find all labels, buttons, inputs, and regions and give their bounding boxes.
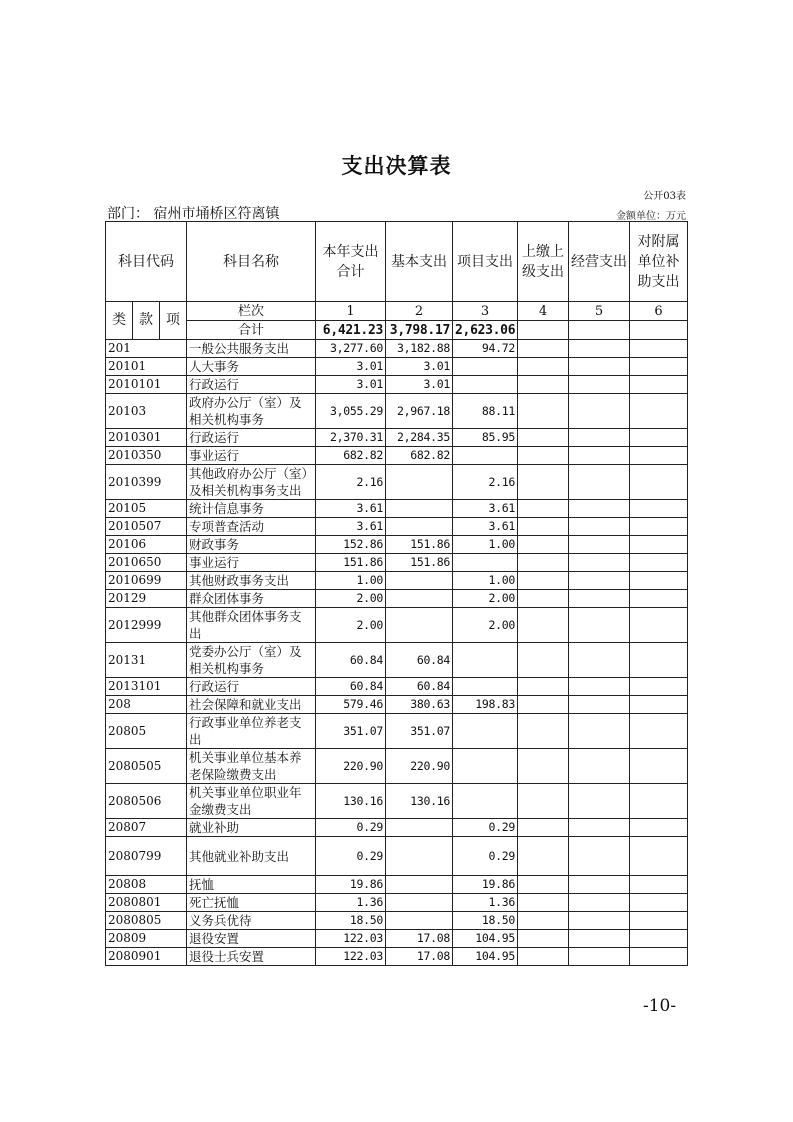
row-name: 就业补助	[187, 819, 316, 837]
page-number: -10-	[643, 996, 677, 1016]
row-code: 20129	[106, 590, 187, 608]
table-row	[106, 749, 688, 784]
table-row	[106, 447, 688, 465]
row-total: 2.00	[316, 590, 386, 608]
row-name: 专项普查活动	[187, 518, 316, 536]
row-project	[453, 554, 518, 572]
row-basic: 2,284.35	[386, 429, 453, 447]
row-subsidy	[630, 429, 688, 447]
row-business	[569, 819, 630, 837]
row-project: 88.11	[453, 394, 518, 429]
table-row	[106, 429, 688, 447]
row-name: 退役士兵安置	[187, 948, 316, 966]
row-business	[569, 394, 630, 429]
row-total: 60.84	[316, 678, 386, 696]
row-upper	[518, 894, 569, 912]
row-project: 3.61	[453, 518, 518, 536]
row-code: 20805	[106, 714, 187, 749]
row-project: 85.95	[453, 429, 518, 447]
row-upper	[518, 876, 569, 894]
row-subsidy	[630, 819, 688, 837]
header-basic: 基本支出	[386, 222, 453, 302]
row-total: 1.36	[316, 894, 386, 912]
row-basic	[386, 876, 453, 894]
row-business	[569, 696, 630, 714]
row-basic	[386, 518, 453, 536]
row-basic	[386, 500, 453, 518]
row-project	[453, 714, 518, 749]
row-code: 201	[106, 340, 187, 358]
row-project	[453, 376, 518, 394]
row-basic: 17.08	[386, 948, 453, 966]
row-project: 18.50	[453, 912, 518, 930]
row-business	[569, 784, 630, 819]
row-basic	[386, 837, 453, 876]
sum-label: 合计	[187, 321, 316, 340]
row-basic: 351.07	[386, 714, 453, 749]
row-basic	[386, 912, 453, 930]
row-project: 198.83	[453, 696, 518, 714]
column-index-row	[106, 302, 688, 321]
table-row	[106, 590, 688, 608]
row-business	[569, 837, 630, 876]
table-row	[106, 465, 688, 500]
row-code: 2013101	[106, 678, 187, 696]
header-subsidy: 对附属单位补助支出	[630, 222, 688, 302]
table-row	[106, 572, 688, 590]
row-upper	[518, 465, 569, 500]
row-name: 行政运行	[187, 376, 316, 394]
row-upper	[518, 376, 569, 394]
row-code: 2010350	[106, 447, 187, 465]
header-name: 科目名称	[187, 222, 316, 302]
row-total: 3,055.29	[316, 394, 386, 429]
row-basic	[386, 819, 453, 837]
row-business	[569, 554, 630, 572]
row-total: 60.84	[316, 643, 386, 678]
row-project	[453, 447, 518, 465]
row-name: 统计信息事务	[187, 500, 316, 518]
header-xiang: 项	[160, 302, 187, 340]
row-business	[569, 465, 630, 500]
table-row	[106, 912, 688, 930]
row-upper	[518, 429, 569, 447]
row-basic: 17.08	[386, 930, 453, 948]
row-project: 94.72	[453, 340, 518, 358]
row-subsidy	[630, 590, 688, 608]
row-upper	[518, 608, 569, 643]
row-business	[569, 948, 630, 966]
department-label: 部门：	[107, 206, 149, 222]
table-row	[106, 500, 688, 518]
row-code: 2012999	[106, 608, 187, 643]
row-project: 1.36	[453, 894, 518, 912]
row-name: 机关事业单位职业年金缴费支出	[187, 784, 316, 819]
row-name: 行政运行	[187, 678, 316, 696]
row-total: 18.50	[316, 912, 386, 930]
row-project: 2.00	[453, 608, 518, 643]
row-name: 行政事业单位养老支出	[187, 714, 316, 749]
row-basic: 682.82	[386, 447, 453, 465]
sum-business	[569, 321, 630, 340]
row-business	[569, 876, 630, 894]
row-project: 104.95	[453, 948, 518, 966]
row-name: 群众团体事务	[187, 590, 316, 608]
row-business	[569, 358, 630, 376]
row-project: 3.61	[453, 500, 518, 518]
row-total: 122.03	[316, 930, 386, 948]
row-total: 2,370.31	[316, 429, 386, 447]
row-code: 2080505	[106, 749, 187, 784]
header-code: 科目代码	[106, 222, 187, 302]
row-subsidy	[630, 948, 688, 966]
row-subsidy	[630, 358, 688, 376]
row-name: 行政运行	[187, 429, 316, 447]
row-basic: 60.84	[386, 678, 453, 696]
row-subsidy	[630, 518, 688, 536]
row-subsidy	[630, 465, 688, 500]
row-total: 3,277.60	[316, 340, 386, 358]
row-code: 2080901	[106, 948, 187, 966]
header-business: 经营支出	[569, 222, 630, 302]
table-row	[106, 536, 688, 554]
row-business	[569, 376, 630, 394]
row-project: 19.86	[453, 876, 518, 894]
row-business	[569, 447, 630, 465]
row-subsidy	[630, 894, 688, 912]
row-business	[569, 749, 630, 784]
row-total: 3.01	[316, 376, 386, 394]
table-row	[106, 678, 688, 696]
row-code: 20131	[106, 643, 187, 678]
row-business	[569, 429, 630, 447]
row-total: 2.16	[316, 465, 386, 500]
row-basic: 3,182.88	[386, 340, 453, 358]
row-basic: 151.86	[386, 536, 453, 554]
row-business	[569, 572, 630, 590]
row-subsidy	[630, 912, 688, 930]
row-total: 1.00	[316, 572, 386, 590]
row-upper	[518, 447, 569, 465]
sum-upper	[518, 321, 569, 340]
form-number: 公开03表	[643, 191, 686, 202]
row-name: 死亡抚恤	[187, 894, 316, 912]
row-name: 一般公共服务支出	[187, 340, 316, 358]
row-project: 0.29	[453, 819, 518, 837]
row-business	[569, 518, 630, 536]
row-business	[569, 608, 630, 643]
row-business	[569, 500, 630, 518]
row-total: 3.61	[316, 518, 386, 536]
row-upper	[518, 572, 569, 590]
row-basic: 220.90	[386, 749, 453, 784]
row-project: 2.16	[453, 465, 518, 500]
row-project	[453, 643, 518, 678]
table-row	[106, 518, 688, 536]
table-row	[106, 894, 688, 912]
row-business	[569, 930, 630, 948]
row-total: 579.46	[316, 696, 386, 714]
row-subsidy	[630, 678, 688, 696]
row-upper	[518, 930, 569, 948]
sum-basic: 3,798.17	[386, 321, 453, 340]
row-basic	[386, 608, 453, 643]
col-num: 3	[453, 302, 518, 321]
row-project: 104.95	[453, 930, 518, 948]
row-business	[569, 536, 630, 554]
row-code: 2010301	[106, 429, 187, 447]
row-total: 152.86	[316, 536, 386, 554]
row-subsidy	[630, 837, 688, 876]
row-code: 20809	[106, 930, 187, 948]
department-name: 宿州市埇桥区符离镇	[153, 206, 280, 222]
row-upper	[518, 554, 569, 572]
row-name: 其他群众团体事务支出	[187, 608, 316, 643]
row-code: 20105	[106, 500, 187, 518]
column-index-label: 栏次	[187, 302, 316, 321]
row-basic	[386, 465, 453, 500]
row-subsidy	[630, 930, 688, 948]
row-code: 2080799	[106, 837, 187, 876]
row-upper	[518, 340, 569, 358]
col-num: 4	[518, 302, 569, 321]
row-code: 20808	[106, 876, 187, 894]
row-upper	[518, 714, 569, 749]
row-code: 2010699	[106, 572, 187, 590]
row-total: 130.16	[316, 784, 386, 819]
row-upper	[518, 500, 569, 518]
row-total: 2.00	[316, 608, 386, 643]
department-line	[107, 203, 279, 223]
row-basic	[386, 590, 453, 608]
row-code: 2080506	[106, 784, 187, 819]
row-code: 20106	[106, 536, 187, 554]
row-name: 事业运行	[187, 447, 316, 465]
table-row	[106, 643, 688, 678]
row-subsidy	[630, 714, 688, 749]
row-subsidy	[630, 749, 688, 784]
row-code: 2010507	[106, 518, 187, 536]
row-subsidy	[630, 572, 688, 590]
row-name: 其他就业补助支出	[187, 837, 316, 876]
row-subsidy	[630, 394, 688, 429]
row-subsidy	[630, 500, 688, 518]
header-project: 项目支出	[453, 222, 518, 302]
row-subsidy	[630, 608, 688, 643]
row-code: 2010399	[106, 465, 187, 500]
header-upper: 上缴上级支出	[518, 222, 569, 302]
row-upper	[518, 749, 569, 784]
page-title: 支出决算表	[341, 153, 452, 178]
row-subsidy	[630, 876, 688, 894]
row-code: 2080801	[106, 894, 187, 912]
row-basic: 3.01	[386, 358, 453, 376]
row-code: 20807	[106, 819, 187, 837]
row-code: 208	[106, 696, 187, 714]
row-upper	[518, 784, 569, 819]
row-subsidy	[630, 554, 688, 572]
row-code: 2010101	[106, 376, 187, 394]
row-name: 人大事务	[187, 358, 316, 376]
row-project: 0.29	[453, 837, 518, 876]
row-basic	[386, 572, 453, 590]
row-upper	[518, 536, 569, 554]
row-business	[569, 340, 630, 358]
row-upper	[518, 358, 569, 376]
table-row	[106, 358, 688, 376]
table-row	[106, 554, 688, 572]
row-total: 151.86	[316, 554, 386, 572]
row-upper	[518, 678, 569, 696]
row-total: 19.86	[316, 876, 386, 894]
row-project	[453, 749, 518, 784]
col-num: 5	[569, 302, 630, 321]
row-project	[453, 784, 518, 819]
row-code: 20101	[106, 358, 187, 376]
row-total: 3.01	[316, 358, 386, 376]
row-upper	[518, 518, 569, 536]
row-code: 2080805	[106, 912, 187, 930]
row-subsidy	[630, 447, 688, 465]
row-name: 其他财政事务支出	[187, 572, 316, 590]
header-kuan: 款	[133, 302, 160, 340]
sum-row	[106, 321, 688, 340]
table-row	[106, 376, 688, 394]
row-name: 退役安置	[187, 930, 316, 948]
row-upper	[518, 819, 569, 837]
row-business	[569, 590, 630, 608]
table-row	[106, 930, 688, 948]
row-basic: 130.16	[386, 784, 453, 819]
row-upper	[518, 837, 569, 876]
row-total: 3.61	[316, 500, 386, 518]
row-project	[453, 678, 518, 696]
row-subsidy	[630, 784, 688, 819]
row-business	[569, 912, 630, 930]
row-business	[569, 678, 630, 696]
table-row	[106, 394, 688, 429]
row-subsidy	[630, 376, 688, 394]
table-row	[106, 948, 688, 966]
table-row	[106, 837, 688, 876]
col-num: 1	[316, 302, 386, 321]
row-upper	[518, 948, 569, 966]
row-project: 1.00	[453, 536, 518, 554]
amount-unit: 金额单位：万元	[616, 211, 686, 222]
row-subsidy	[630, 696, 688, 714]
row-project: 1.00	[453, 572, 518, 590]
header-row	[106, 222, 688, 302]
row-subsidy	[630, 536, 688, 554]
row-name: 政府办公厅（室）及相关机构事务	[187, 394, 316, 429]
row-name: 机关事业单位基本养老保险缴费支出	[187, 749, 316, 784]
table-row	[106, 876, 688, 894]
row-name: 抚恤	[187, 876, 316, 894]
row-business	[569, 894, 630, 912]
row-total: 0.29	[316, 819, 386, 837]
row-code: 20103	[106, 394, 187, 429]
table-row	[106, 608, 688, 643]
row-basic: 151.86	[386, 554, 453, 572]
row-business	[569, 714, 630, 749]
row-project	[453, 358, 518, 376]
row-name: 其他政府办公厅（室）及相关机构事务支出	[187, 465, 316, 500]
row-basic	[386, 894, 453, 912]
sum-project: 2,623.06	[453, 321, 518, 340]
row-name: 事业运行	[187, 554, 316, 572]
table-row	[106, 819, 688, 837]
table-row	[106, 714, 688, 749]
table-row	[106, 340, 688, 358]
row-upper	[518, 696, 569, 714]
row-total: 682.82	[316, 447, 386, 465]
row-upper	[518, 590, 569, 608]
table-row	[106, 696, 688, 714]
row-total: 351.07	[316, 714, 386, 749]
row-business	[569, 643, 630, 678]
row-subsidy	[630, 643, 688, 678]
row-subsidy	[630, 340, 688, 358]
col-num: 2	[386, 302, 453, 321]
row-basic: 380.63	[386, 696, 453, 714]
header-total: 本年支出合计	[316, 222, 386, 302]
row-code: 2010650	[106, 554, 187, 572]
row-name: 义务兵优待	[187, 912, 316, 930]
row-upper	[518, 394, 569, 429]
row-basic: 2,967.18	[386, 394, 453, 429]
sum-total: 6,421.23	[316, 321, 386, 340]
row-upper	[518, 643, 569, 678]
header-lei: 类	[106, 302, 133, 340]
row-total: 0.29	[316, 837, 386, 876]
row-project: 2.00	[453, 590, 518, 608]
row-total: 122.03	[316, 948, 386, 966]
table-row	[106, 784, 688, 819]
row-basic: 60.84	[386, 643, 453, 678]
sum-subsidy	[630, 321, 688, 340]
row-upper	[518, 912, 569, 930]
row-basic: 3.01	[386, 376, 453, 394]
col-num: 6	[630, 302, 688, 321]
row-name: 财政事务	[187, 536, 316, 554]
expenditure-table	[105, 221, 688, 966]
row-name: 社会保障和就业支出	[187, 696, 316, 714]
row-name: 党委办公厅（室）及相关机构事务	[187, 643, 316, 678]
row-total: 220.90	[316, 749, 386, 784]
